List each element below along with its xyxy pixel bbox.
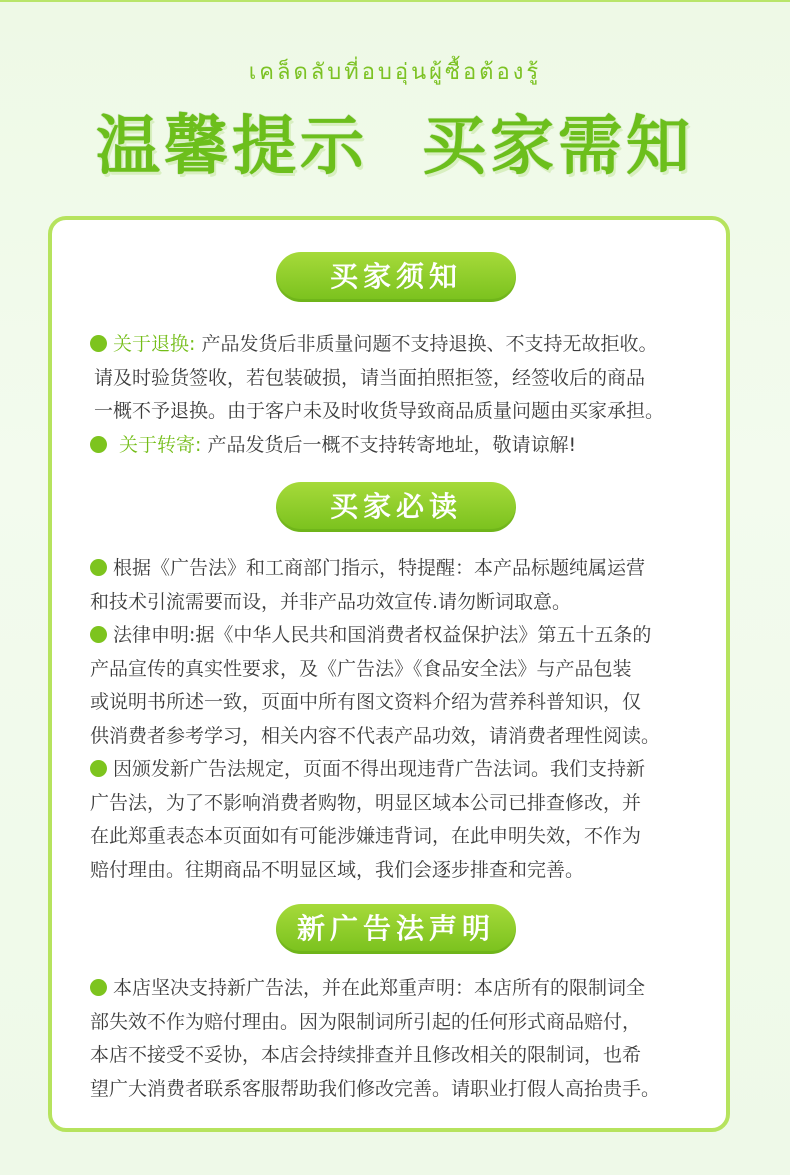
item-line: 望广大消费者联系客服帮助我们修改完善。请职业打假人高抬贵手。	[90, 1077, 661, 1100]
item-key: 关于退换:	[113, 333, 196, 355]
list-item	[90, 328, 714, 362]
item-key: 关于转寄:	[119, 433, 202, 456]
item-line: 产品发货后一概不支持转寄地址，敬请谅解!	[207, 433, 577, 456]
section-heading-ad-law: 新广告法声明	[276, 904, 516, 954]
item-line: 广告法，为了不影响消费者购物，明显区域本公司已排查修改，并	[90, 791, 642, 814]
bullet-dot-icon	[90, 626, 107, 643]
item-line: 或说明书所述一致，页面中所有图文资料介绍为营养科普知识，仅	[90, 691, 642, 713]
list-item	[90, 619, 714, 653]
hero-title-right: 买家需知	[422, 110, 694, 184]
bullet-dot-icon	[90, 760, 107, 777]
section-ad-law-body	[90, 972, 714, 1106]
item-line: 赔付理由。往期商品不明显区域，我们会逐步排查和完善。	[90, 858, 585, 881]
item-line: 根据《广告法》和工商部门指示，特提醒：本产品标题纯属运营	[113, 557, 646, 579]
hero-title-left: 温馨提示	[96, 110, 368, 184]
bullet-dot-icon	[90, 436, 107, 453]
section-heading-buyer-notice: 买家须知	[276, 252, 516, 302]
item-line: 本店不接受不妥协，本店会持续排查并且修改相关的限制词，也希	[90, 1044, 642, 1066]
item-line: 法律申明:据《中华人民共和国消费者权益保护法》第五十五条的	[113, 624, 652, 646]
item-line: 一概不予退换。由于客户未及时收货导致商品质量问题由买家承担。	[94, 400, 665, 422]
hero-title	[0, 95, 790, 187]
list-item	[90, 753, 714, 787]
bullet-dot-icon	[90, 559, 107, 576]
top-accent-line	[0, 0, 790, 2]
item-line: 部失效不作为赔付理由。因为限制词所引起的任何形式商品赔付，	[90, 1010, 642, 1033]
list-item	[90, 972, 714, 1006]
section-heading-must-read: 买家必读	[276, 482, 516, 532]
item-line: 在此郑重表态本页面如有可能涉嫌违背词，在此申明失效，不作为	[90, 825, 642, 847]
bullet-dot-icon	[90, 979, 107, 996]
item-line: 产品发货后非质量问题不支持退换、不支持无故拒收。	[201, 333, 658, 355]
thai-subtitle: เคล็ดลับที่อบอุ่นผู้ซื้อต้องรู้	[248, 60, 542, 85]
section-must-read-body	[90, 552, 714, 887]
section-buyer-notice-body	[90, 328, 714, 462]
notice-card	[48, 216, 730, 1132]
list-item	[90, 552, 714, 586]
item-line: 请及时验货签收，若包装破损，请当面拍照拒签，经签收后的商品	[94, 366, 646, 389]
item-line: 和技术引流需要而设，并非产品功效宣传.请勿断词取意。	[90, 590, 572, 613]
bullet-dot-icon	[90, 335, 107, 352]
item-line: 因颁发新广告法规定，页面不得出现违背广告法词。我们支持新	[113, 758, 646, 780]
item-line: 产品宣传的真实性要求，及《广告法》《食品安全法》与产品包装	[90, 657, 632, 680]
item-line: 本店坚决支持新广告法，并在此郑重声明：本店所有的限制词全	[113, 977, 646, 999]
list-item	[90, 429, 714, 463]
item-line: 供消费者参考学习，相关内容不代表产品功效，请消费者理性阅读。	[90, 724, 661, 747]
